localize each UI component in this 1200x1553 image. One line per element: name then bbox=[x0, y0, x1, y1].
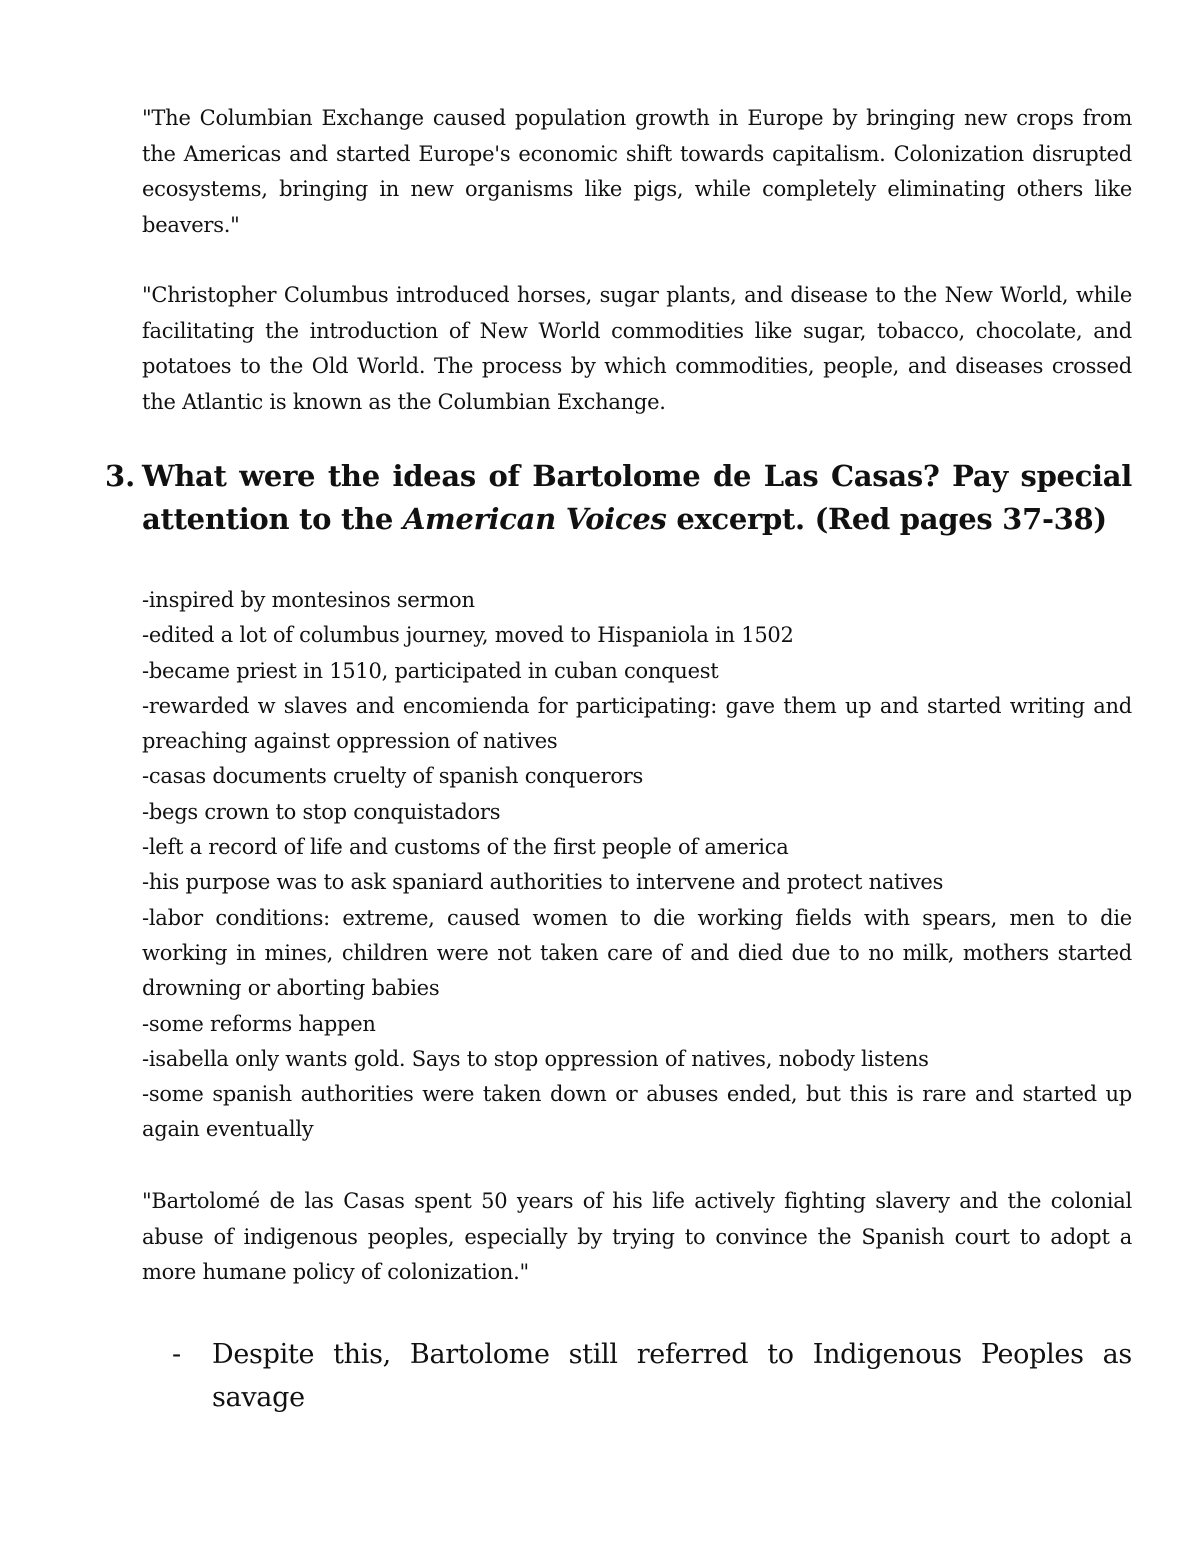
question-number: 3. bbox=[105, 459, 136, 493]
question-text-before: What were the ideas of Bartolome de Las Casas? Pay special attention to the bbox=[142, 459, 1132, 536]
columbus-quote: "Christopher Columbus introduced horses, sugar plants, and disease to the New World, while facilitating the introduction of New World commodities like sugar, tobacco, chocolate, and potatoes to the Old World. The process by which commodities, people, and diseases crossed the Atlantic is known as the Columbian Exchange. bbox=[142, 283, 1132, 414]
note-item: -begs crown to stop conquistadors bbox=[142, 799, 501, 824]
las-casas-quote: "Bartolomé de las Casas spent 50 years of his life actively fighting slavery and the colonial abuse of indigenous peoples, especially by trying to convince the Spanish court to adopt a more humane policy of colonization." bbox=[142, 1189, 1132, 1284]
note-item: -some reforms happen bbox=[142, 1011, 376, 1036]
question-text-after: excerpt. (Red pages 37-38) bbox=[666, 502, 1107, 536]
note-item: -left a record of life and customs of the first people of america bbox=[142, 835, 789, 860]
note-item: -became priest in 1510, participated in cuban conquest bbox=[142, 658, 719, 683]
columbian-exchange-quote: "The Columbian Exchange caused population growth in Europe by bringing new crops from the Americas and started Europe's economic shift towards capitalism. Colonization disrupted ecosystems, bringing in new organisms like pigs, while completely eliminating others like beavers." bbox=[142, 106, 1132, 237]
note-item: -rewarded w slaves and encomienda for participating: gave them up and started writing and preaching against oppression of natives bbox=[142, 693, 1132, 754]
note-item: -inspired by montesinos sermon bbox=[142, 588, 475, 612]
bullet-marker: - bbox=[172, 1339, 182, 1370]
note-item: -labor conditions: extreme, caused women to die working fields with spears, men to die working in mines, children were not taken care of and died due to no milk, mothers started drowning or aborting babies bbox=[142, 905, 1132, 1001]
note-item: -his purpose was to ask spaniard authorities to intervene and protect natives bbox=[142, 870, 944, 895]
note-item: -casas documents cruelty of spanish conquerors bbox=[142, 764, 644, 789]
note-item: -isabella only wants gold. Says to stop oppression of natives, nobody listens bbox=[142, 1046, 929, 1071]
note-item: -some spanish authorities were taken down or abuses ended, but this is rare and started up again eventually bbox=[142, 1082, 1132, 1142]
question-text bbox=[142, 455, 1132, 541]
bullet-text: Despite this, Bartolome still referred to Indigenous Peoples as savage bbox=[212, 1339, 1132, 1413]
note-item: -edited a lot of columbus journey, moved to Hispaniola in 1502 bbox=[142, 623, 794, 648]
notes-list bbox=[142, 583, 1132, 1148]
question-text-emphasis: American Voices bbox=[402, 502, 667, 536]
